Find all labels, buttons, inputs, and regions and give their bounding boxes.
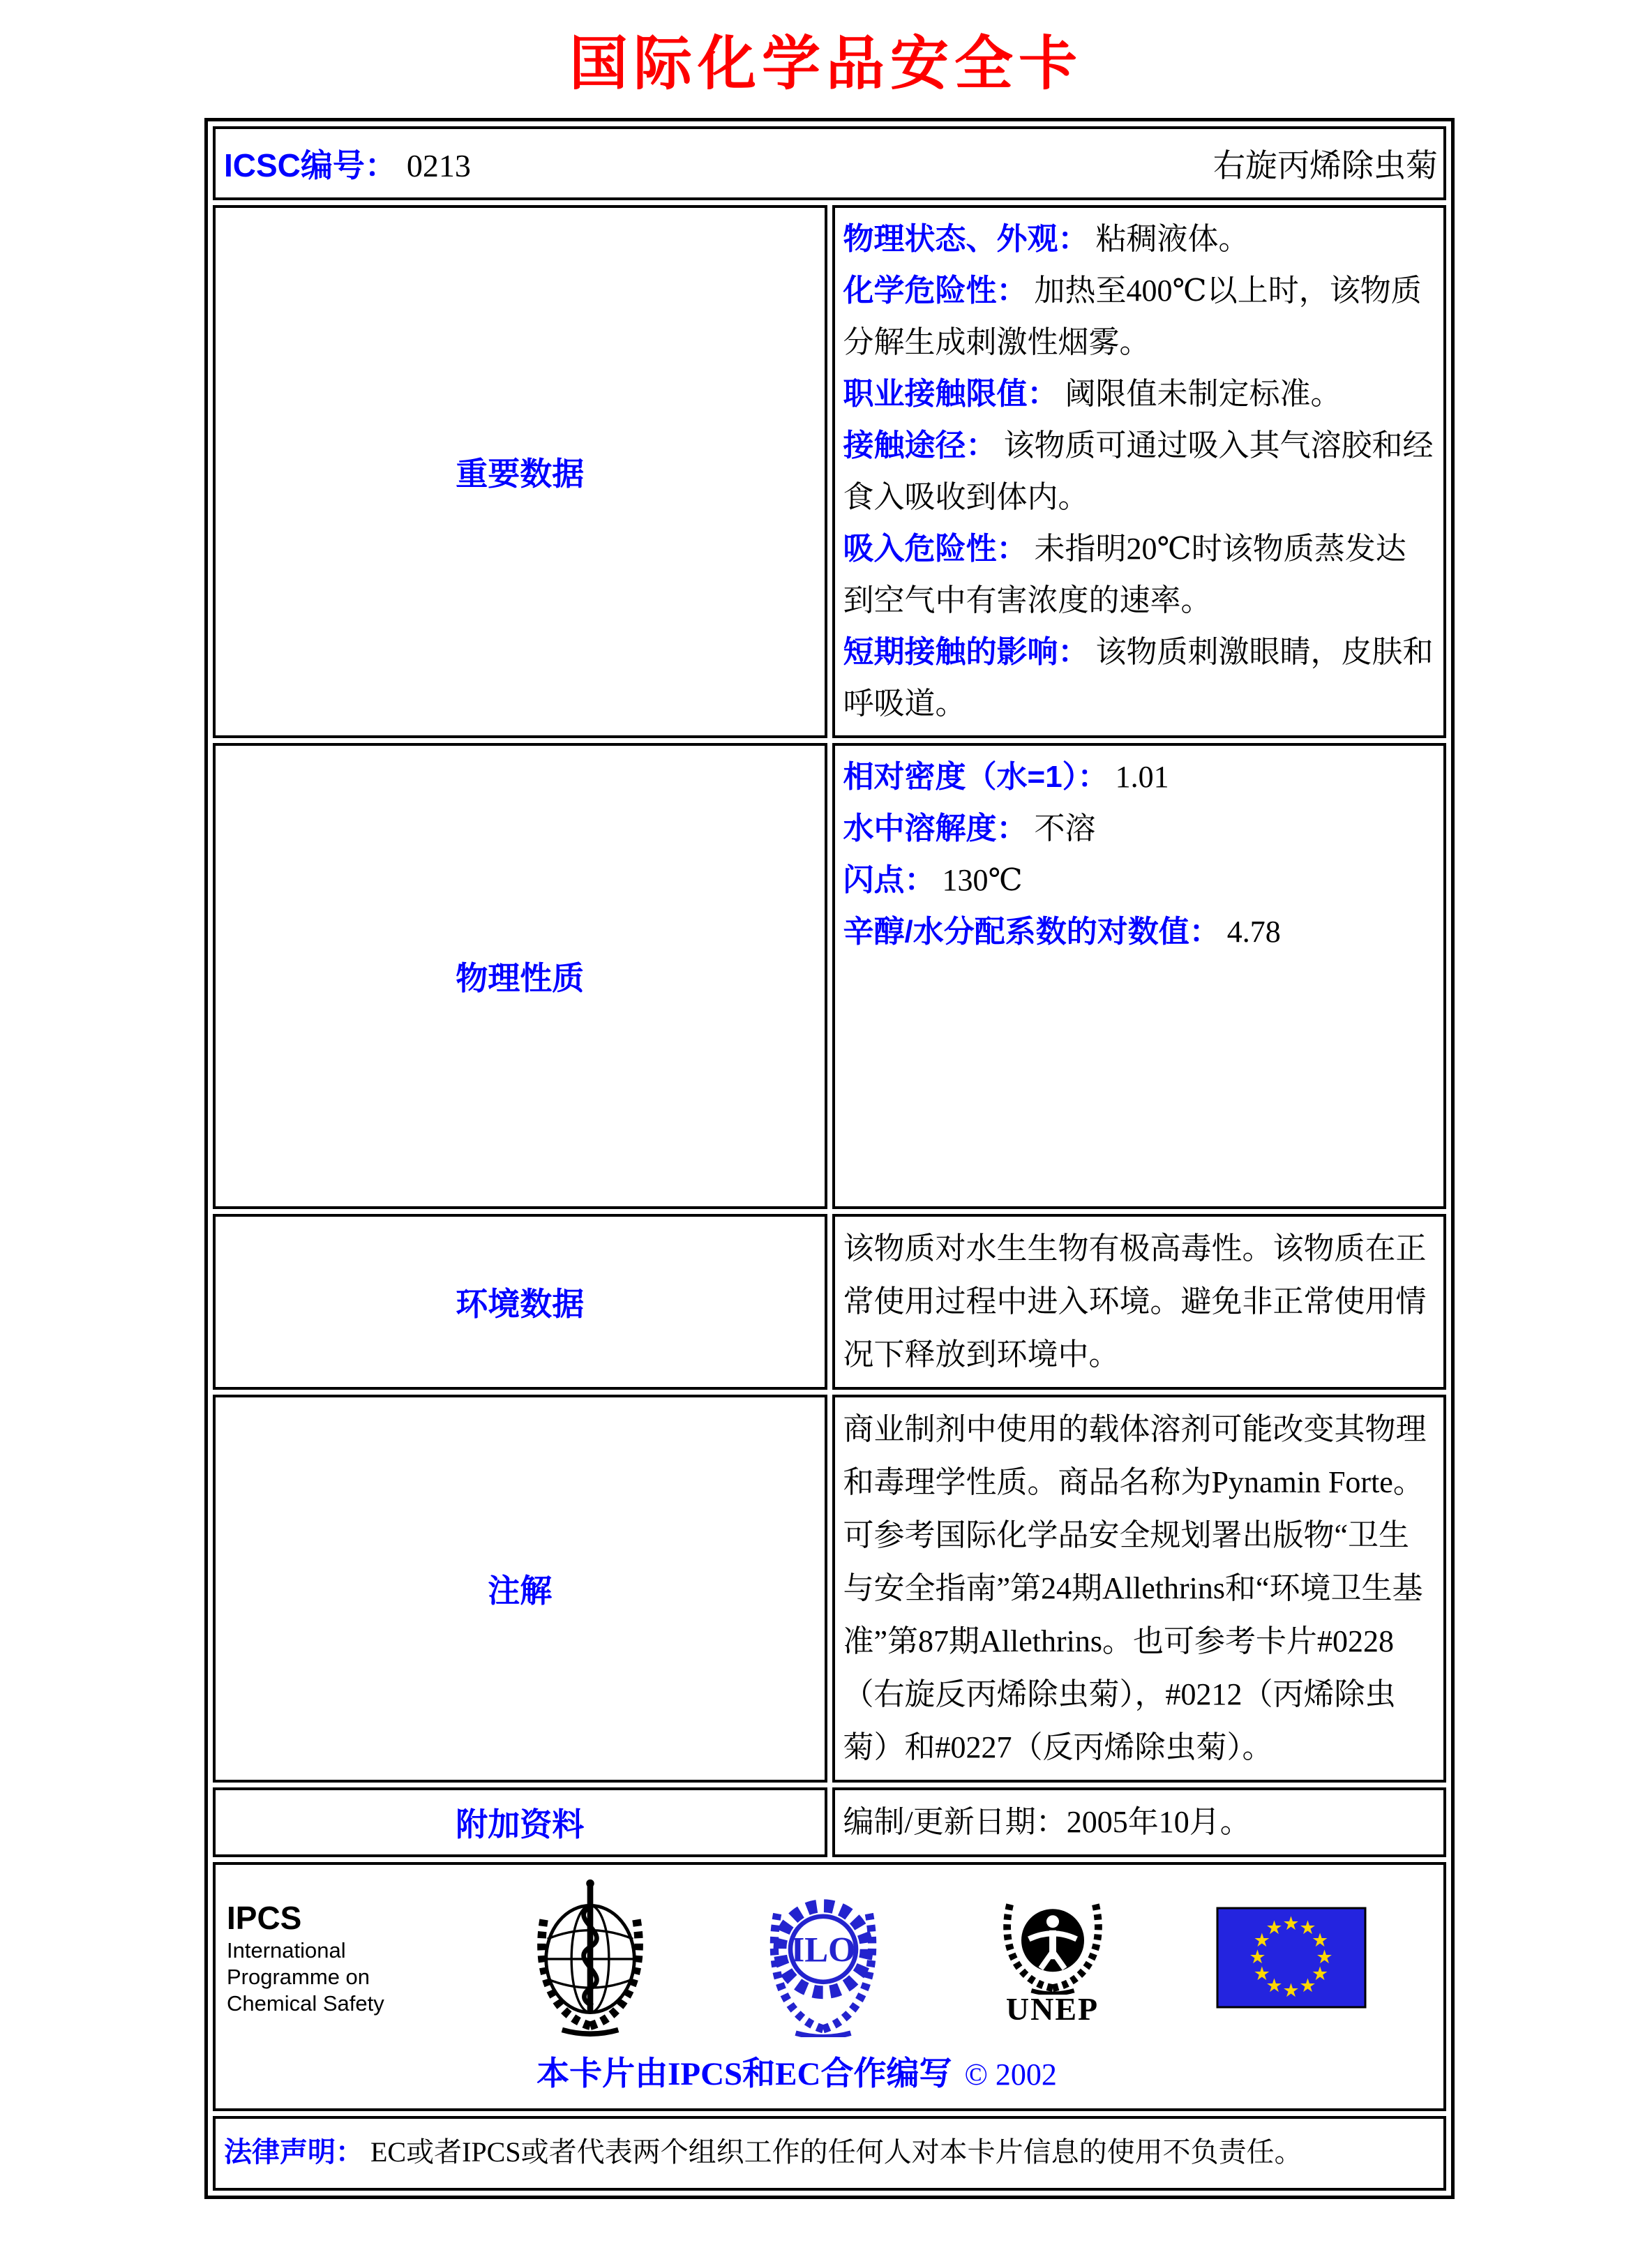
physical-properties-label: 物理性质 [213, 743, 827, 1209]
field-octanol-water [843, 906, 1436, 958]
eu-flag-icon [1216, 1907, 1367, 2009]
field-value: 加热至400℃以上时，该物质分解生成刺激性烟雾。 [843, 273, 1422, 359]
svg-text:★: ★ [1253, 1930, 1271, 1951]
logos-cell [213, 1862, 1446, 2111]
environment-data-content [832, 1214, 1447, 1390]
svg-text:★: ★ [1266, 1975, 1283, 1996]
field-label: 物理状态、外观： [843, 222, 1089, 256]
svg-text:★: ★ [1266, 1917, 1283, 1938]
icsc-number-label: ICSC编号： [224, 147, 397, 183]
field-value: 粘稠液体。 [1095, 222, 1249, 256]
field-water-solubility [843, 803, 1436, 855]
credit-text: 本卡片由IPCS和EC合作编写 [536, 2056, 952, 2092]
who-logo-icon [523, 1877, 657, 2038]
ilo-logo-icon [758, 1878, 889, 2037]
field-label: 短期接触的影响： [843, 635, 1089, 669]
row-environment-data [213, 1214, 1446, 1390]
chemical-name: 右旋丙烯除虫菊 [1213, 148, 1438, 183]
notes-text: 商业制剂中使用的载体溶剂可能改变其物理和毒理学性质。商品名称为Pynamin Forte。可参考国际化学品安全规划署出版物“卫生与安全指南”第24期Allethrins和“环境卫生基准”第87期Allethrins。也可参考卡片#0228（右旋反丙烯除虫菊），#0212（丙烯除虫菊）和#0227（反丙烯除虫菊）。 [843, 1412, 1427, 1764]
additional-info-label: 附加资料 [213, 1787, 827, 1857]
row-logos [213, 1862, 1446, 2111]
row-important-data [213, 205, 1446, 738]
physical-properties-content [832, 743, 1447, 1209]
ipcs-line: Programme on [227, 1965, 370, 1989]
field-label: 吸入危险性： [843, 532, 1028, 566]
field-inhalation-risk [843, 523, 1436, 627]
important-data-label: 重要数据 [213, 205, 827, 738]
row-physical-properties [213, 743, 1446, 1209]
field-physical-state [843, 213, 1436, 265]
environment-data-label: 环境数据 [213, 1214, 827, 1390]
notes-label: 注解 [213, 1395, 827, 1783]
important-data-content [832, 205, 1447, 738]
svg-text:★: ★ [1311, 1930, 1329, 1951]
row-notes [213, 1395, 1446, 1783]
field-label: 水中溶解度： [843, 811, 1028, 846]
ipcs-block [227, 1898, 422, 2017]
field-label: 闪点： [843, 863, 936, 897]
field-exposure-routes [843, 420, 1436, 523]
additional-info-text: 编制/更新日期：2005年10月。 [843, 1805, 1251, 1839]
svg-text:★: ★ [1299, 1975, 1316, 1996]
environment-text: 该物质对水生生物有极高毒性。该物质在正常使用过程中进入环境。避免非正常使用情况下释放到环境中。 [843, 1231, 1427, 1372]
field-value: 阈限值未制定标准。 [1065, 377, 1342, 411]
svg-text:★: ★ [1282, 1980, 1300, 2001]
ipcs-title: IPCS [227, 1900, 302, 1936]
field-value: 1.01 [1115, 760, 1169, 794]
legal-notice-cell [213, 2116, 1446, 2191]
svg-text:★: ★ [1299, 1917, 1316, 1938]
svg-text:★: ★ [1316, 1946, 1333, 1967]
unep-block [990, 1889, 1116, 2027]
field-value: 4.78 [1226, 915, 1281, 949]
field-chemical-danger [843, 265, 1436, 368]
svg-text:★: ★ [1249, 1946, 1266, 1967]
svg-text:★: ★ [1253, 1963, 1271, 1984]
credit-year: © 2002 [964, 2057, 1057, 2092]
field-label: 相对密度（水=1）： [843, 760, 1109, 794]
additional-info-content [832, 1787, 1447, 1857]
field-flash-point [843, 855, 1436, 906]
field-label: 化学危险性： [843, 273, 1028, 308]
page-title: 国际化学品安全卡 [569, 32, 1083, 97]
field-value: 未指明20℃时该物质蒸发达到空气中有害浓度的速率。 [843, 532, 1406, 617]
legal-notice-label: 法律声明： [224, 2137, 363, 2168]
row-additional-info [213, 1787, 1446, 1857]
field-occupational-limit [843, 368, 1436, 420]
field-short-term-effects [843, 627, 1436, 730]
icsc-number-value: 0213 [406, 148, 471, 183]
header-row [213, 126, 1446, 200]
ipcs-line: Chemical Safety [227, 1991, 384, 2016]
svg-text:★: ★ [1282, 1913, 1300, 1934]
field-label: 职业接触限值： [843, 377, 1058, 411]
ipcs-line: International [227, 1938, 346, 1963]
notes-content [832, 1395, 1447, 1783]
field-value: 不溶 [1034, 811, 1096, 846]
svg-text:★: ★ [1311, 1963, 1329, 1984]
field-label: 接触途径： [843, 428, 997, 463]
icsc-card-table [204, 118, 1455, 2199]
header-cell [213, 126, 1446, 200]
unep-logo-icon [990, 1889, 1116, 1995]
legal-notice-text: EC或者IPCS或者代表两个组织工作的任何人对本卡片信息的使用不负责任。 [370, 2136, 1302, 2168]
field-label: 辛醇/水分配系数的对数值： [843, 915, 1220, 949]
credit-line [227, 2048, 1367, 2094]
field-value: 130℃ [942, 863, 1023, 897]
row-legal-notice [213, 2116, 1446, 2191]
field-value: 该物质可通过吸入其气溶胶和经食入吸收到体内。 [843, 428, 1434, 514]
icsc-number [224, 140, 471, 186]
field-relative-density [843, 751, 1436, 803]
unep-label: UNEP [1005, 1990, 1099, 2027]
ilo-letters: ILO [790, 1930, 856, 1970]
field-value: 该物质刺激眼睛，皮肤和呼吸道。 [843, 635, 1434, 721]
